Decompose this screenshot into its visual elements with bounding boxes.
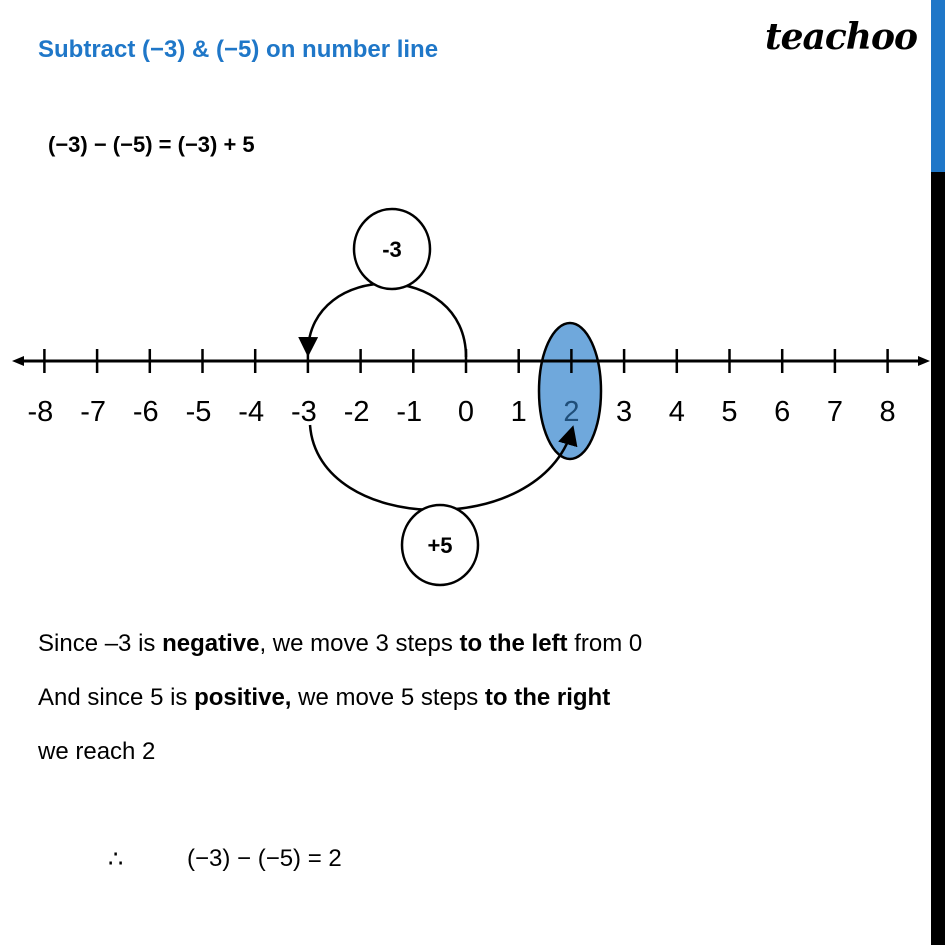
text: And since 5 is [38,684,195,711]
jump-label-plus5: +5 [427,533,453,558]
tick-label: -3 [291,396,317,428]
tick-label: 1 [510,396,527,428]
tick-label: -8 [27,396,54,428]
tick-label: -7 [80,396,106,428]
text-bold: to the left [459,630,568,657]
teachoo-logo: teachoo [765,16,917,58]
tick-label: 3 [616,396,633,428]
jump-label-minus3: -3 [382,237,402,262]
page-title: Subtract (−3) & (−5) on number line [38,36,439,63]
explanation-line-3: we reach 2 [38,738,156,765]
jump-arc-plus5 [310,425,572,510]
tick-label: 0 [457,396,475,428]
tick-label: 2 [563,396,580,428]
therefore-symbol: ∴ [108,846,124,873]
text-bold: to the right [484,684,611,711]
explanation-line-2 [38,684,610,712]
explanation-line-1 [38,630,642,658]
text: from 0 [567,630,643,657]
tick-label: -4 [238,396,265,428]
equation: (−3) − (−5) = (−3) + 5 [48,132,255,157]
tick-label: 4 [668,396,685,428]
jump-arc-minus3 [308,284,466,357]
text-bold: positive, [194,684,292,711]
tick-label: -6 [132,396,159,428]
tick-label: 6 [774,396,791,428]
axis-left-arrow-icon [12,356,24,366]
axis-right-arrow-icon [918,356,930,366]
text-bold: negative [162,630,260,657]
tick-label: -5 [185,396,212,428]
text: , we move 3 steps [259,630,460,657]
text: Since –3 is [38,630,163,657]
tick-label: -1 [396,396,423,428]
conclusion-result: (−3) − (−5) = 2 [187,845,342,872]
tick-label: 7 [826,396,843,428]
tick-label: 8 [879,396,896,428]
tick-label: -2 [343,396,370,428]
tick-label: 5 [721,396,738,428]
text: we move 5 steps [291,684,485,711]
